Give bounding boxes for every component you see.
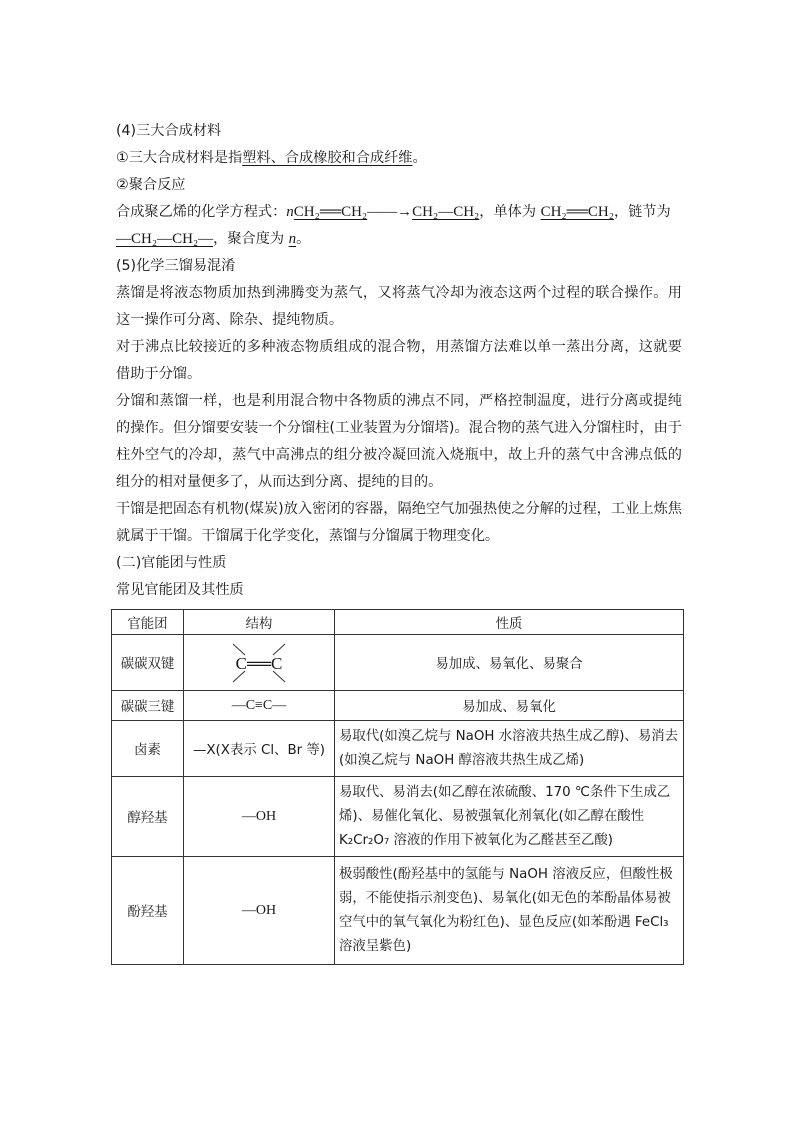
property-cell: 易加成、易氧化 <box>335 691 684 721</box>
polymerization-title: ②聚合反应 <box>116 177 186 193</box>
structure-cell: —OH <box>184 777 335 857</box>
property-cell: 易取代(如溴乙烷与 NaOH 水溶液共热生成乙醇)、易消去(如溴乙烷与 NaOH 醇溶液共热生成乙烯) <box>335 721 684 777</box>
table-row <box>112 721 684 777</box>
statement-prefix: ①三大合成材料是指 <box>116 150 243 166</box>
equation-product: CH₂—CH₂ <box>412 204 480 220</box>
table-row <box>112 635 684 691</box>
functional-group-table <box>111 609 684 965</box>
structure-cell: —C≡C— <box>184 691 335 721</box>
part-2-title: (二)官能团与性质 <box>116 555 227 571</box>
distillation-paragraph: 蒸馏是将液态物质加热到沸腾变为蒸气，又将蒸气冷却为液态这两个过程的联合操作。用这一操作可分离、除杂、提纯物质。 <box>116 285 682 328</box>
statement-answer: 塑料、合成橡胶和合成纤维 <box>242 150 413 166</box>
chain-unit-line <box>116 226 682 253</box>
table-row <box>112 691 684 721</box>
group-name: 酚羟基 <box>112 857 184 965</box>
equation-n: n <box>286 204 294 220</box>
text-body <box>116 118 682 604</box>
double-bond-structure-diagram <box>219 638 299 688</box>
table-caption: 常见官能团及其性质 <box>116 582 244 598</box>
degree-value: n <box>288 231 297 247</box>
synthetic-materials-statement <box>116 145 682 172</box>
structure-cell: —X(X表示 Cl、Br 等) <box>184 721 335 777</box>
monomer-label: ，单体为 <box>479 204 541 220</box>
group-name: 醇羟基 <box>112 777 184 857</box>
dry-distillation-paragraph: 干馏是把固态有机物(煤炭)放入密闭的容器，隔绝空气加强热使之分解的过程，工业上炼焦就属于干馏。干馏属于化学变化，蒸馏与分馏属于物理变化。 <box>116 501 682 544</box>
chain-unit: —CH₂—CH₂— <box>116 231 214 247</box>
equation-label: 合成聚乙烯的化学方程式： <box>116 204 287 220</box>
header-group: 官能团 <box>112 610 184 635</box>
table-row <box>112 857 684 965</box>
link-label: ，链节为 <box>613 204 671 220</box>
equation-reactant: CH₂══CH₂ <box>293 204 368 220</box>
property-cell: 极弱酸性(酚羟基中的氢能与 NaOH 溶液反应，但酸性极弱，不能使指示剂变色)、易氧化(如无色的苯酚晶体易被空气中的氧气氧化为粉红色)、显色反应(如苯酚遇 FeCl₃ 溶液呈紫色) <box>335 857 684 965</box>
statement-suffix: 。 <box>412 150 427 166</box>
group-name: 碳碳双键 <box>112 635 184 691</box>
property-cell: 易加成、易氧化、易聚合 <box>335 635 684 691</box>
structure-cell <box>184 635 335 691</box>
section-4-title: (4)三大合成材料 <box>116 123 222 139</box>
degree-label: ，聚合度为 <box>213 231 289 247</box>
header-structure: 结构 <box>184 610 335 635</box>
section-5-title: (5)化学三馏易混淆 <box>116 258 236 274</box>
polymerization-equation <box>116 199 682 226</box>
group-name: 卤素 <box>112 721 184 777</box>
equation-arrow: ——→ <box>367 204 413 220</box>
property-cell: 易取代、易消去(如乙醇在浓硫酸、170 ℃条件下生成乙烯)、易催化氧化、易被强氧化剂氧化(如乙醇在酸性 K₂Cr₂O₇ 溶液的作用下被氧化为乙醛甚至乙酸) <box>335 777 684 857</box>
table-row <box>112 777 684 857</box>
double-bond-formula: C══C <box>235 653 283 673</box>
fractionation-paragraph: 分馏和蒸馏一样，也是利用混合物中各物质的沸点不同，严格控制温度，进行分离或提纯的操作。但分馏要安装一个分馏柱(工业装置为分馏塔)。混合物的蒸气进入分馏柱时，由于柱外空气的冷却，蒸气中高沸点的组分被冷凝回流入烧瓶中，故上升的蒸气中含沸点低的组分的相对量便多了，从而达到分离、提纯的目的。 <box>116 393 682 490</box>
table-header-row <box>112 610 684 635</box>
fractionation-intro-paragraph: 对于沸点比较接近的多种液态物质组成的混合物，用蒸馏方法难以单一蒸出分离，这就要借助于分馏。 <box>116 339 682 382</box>
header-property: 性质 <box>335 610 684 635</box>
group-name: 碳碳三键 <box>112 691 184 721</box>
monomer-value: CH₂══CH₂ <box>540 204 614 220</box>
degree-end: 。 <box>296 231 311 247</box>
structure-cell: —OH <box>184 857 335 965</box>
